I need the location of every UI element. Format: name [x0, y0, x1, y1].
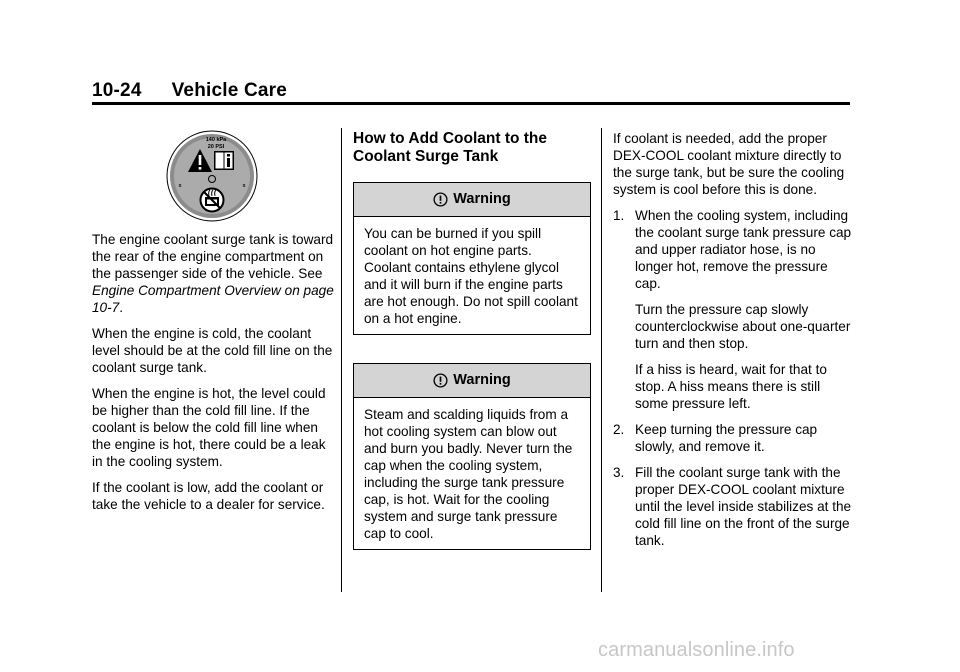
warning-icon [433, 192, 448, 207]
warning-text: Steam and scalding liquids from a hot cooling system can blow out and burn you badly. Never turn the cap when the cooling system, including the surge tank pressure cap, is hot. Wait for the cooling system and surge tank pressure cap to cool. [364, 407, 573, 541]
warning-text: You can be burned if you spill coolant on hot engine parts. Coolant contains ethylene glycol and it will burn if the engine parts are hot enough. Do not spill coolant on a hot engine. [364, 226, 578, 326]
step-paragraph: Fill the coolant surge tank with the proper DEX-COOL coolant mixture until the level inside stabilizes at the cold fill line on the front of the surge tank. [635, 465, 852, 548]
badge-pressure-psi: 20 PSI [207, 144, 225, 150]
page-number: 10-24 [92, 80, 142, 101]
paragraph-surge-tank-location: The engine coolant surge tank is toward the rear of the engine compartment on the passenger side of the vehicle. See Engine Compartment Overview on page 10-7. [92, 232, 334, 315]
column-divider-1 [341, 128, 342, 592]
column-1 [92, 231, 337, 522]
procedure-steps [613, 207, 853, 549]
badge-pressure-kpa: 140 kPa [205, 137, 227, 143]
step-number: 2. [613, 422, 625, 437]
paragraph-hot-level: When the engine is hot, the level could be higher than the cold fill line. If the coolant is below the cold fill line when the engine is hot, there could be a leak in the cooling system. [92, 386, 326, 469]
paragraph-add-coolant-intro: If coolant is needed, add the proper DEX-COOL coolant mixture directly to the surge tank, but be sure the cooling system is cool before this is done. [613, 131, 845, 197]
column-3 [613, 130, 853, 558]
step-number: 3. [613, 465, 625, 480]
warning-icon [433, 373, 448, 388]
step-paragraph: If a hiss is heard, wait for that to stop. A hiss means there is still some pressure left. [635, 362, 827, 411]
column-divider-2 [601, 128, 602, 592]
warning-box-burn [353, 182, 591, 335]
paragraph-cold-level: When the engine is cold, the coolant level should be at the cold fill line on the coolant surge tank. [92, 326, 333, 375]
warning-header [354, 364, 590, 398]
warning-box-steam [353, 363, 591, 550]
step-item [613, 207, 853, 412]
step-paragraph: When the cooling system, including the coolant surge tank pressure cap and upper radiator hose, is no longer hot, remove the pressure cap. [635, 208, 852, 291]
owner-manual-icon [214, 151, 234, 170]
warning-label: Warning [453, 372, 511, 388]
step-item [613, 464, 853, 549]
footer-watermark: carmanualsonline.info [598, 639, 795, 661]
section-heading: How to Add Coolant to the Coolant Surge Tank [353, 130, 547, 165]
badge-right-label: S [242, 183, 246, 188]
warning-header [354, 183, 590, 217]
header-rule [92, 102, 850, 105]
step-paragraph: Keep turning the pressure cap slowly, and remove it. [635, 422, 818, 454]
paragraph-low-coolant: If the coolant is low, add the coolant or take the vehicle to a dealer for service. [92, 480, 325, 512]
pressure-cap-warning-icon [166, 130, 258, 222]
page-header [92, 80, 287, 102]
step-item [613, 421, 853, 455]
no-open-when-hot-icon [201, 189, 224, 212]
column-2 [353, 130, 593, 550]
step-number: 1. [613, 208, 625, 223]
step-paragraph: Turn the pressure cap slowly counterclockwise about one-quarter turn and then stop. [635, 302, 851, 351]
warning-label: Warning [453, 191, 511, 207]
engine-compartment-overview-link[interactable]: Engine Compartment Overview on page 10-7 [92, 283, 334, 315]
badge-left-label: S [178, 183, 182, 188]
section-title: Vehicle Care [171, 80, 288, 101]
